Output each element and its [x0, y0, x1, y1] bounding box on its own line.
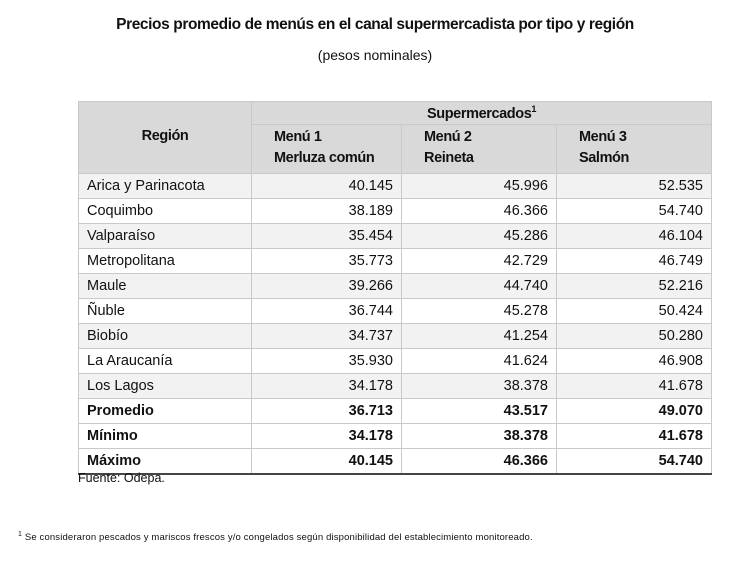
menu-2-cell: 45.278 [402, 299, 557, 324]
summary-label: Máximo [79, 449, 252, 475]
menu-3-cell: 52.535 [557, 174, 712, 199]
menu-2-cell: 46.366 [402, 449, 557, 475]
menu-3-cell: 41.678 [557, 424, 712, 449]
menu-2-cell: 44.740 [402, 274, 557, 299]
menu-2-cell: 46.366 [402, 199, 557, 224]
menu-2-cell: 45.996 [402, 174, 557, 199]
menu-1-cell: 34.178 [252, 374, 402, 399]
menu-2-cell: 41.624 [402, 349, 557, 374]
menu-2-cell: 43.517 [402, 399, 557, 424]
menu-1-cell: 35.773 [252, 249, 402, 274]
menu-3-cell: 46.908 [557, 349, 712, 374]
summary-row-average [79, 399, 712, 424]
region-cell: La Araucanía [79, 349, 252, 374]
table-row [79, 349, 712, 374]
source-note: Fuente: Odepa. [78, 471, 165, 485]
menu-2-cell: 45.286 [402, 224, 557, 249]
footnote [18, 531, 533, 543]
menu-1-header: Menú 1 Merluza común [252, 125, 402, 174]
menu-1-cell: 39.266 [252, 274, 402, 299]
summary-row-maximum [79, 449, 712, 475]
summary-label: Promedio [79, 399, 252, 424]
supermercados-header: Supermercados$^1$ [252, 102, 712, 125]
menu-1-cell: 38.189 [252, 199, 402, 224]
region-cell: Biobío [79, 324, 252, 349]
region-column-header: Región [79, 102, 252, 174]
region-cell: Coquimbo [79, 199, 252, 224]
menu-3-cell: 41.678 [557, 374, 712, 399]
page-subtitle: (pesos nominales) [317, 47, 433, 63]
prices-table [78, 101, 712, 475]
menu-1-cell: 36.713 [252, 399, 402, 424]
footnote-mark: 1 [18, 531, 23, 538]
menu-3-cell: 46.749 [557, 249, 712, 274]
region-cell: Metropolitana [79, 249, 252, 274]
menu-3-cell: 49.070 [557, 399, 712, 424]
menu-2-cell: 38.378 [402, 374, 557, 399]
menu-3-header: Menú 3 Salmón [557, 125, 712, 174]
region-cell: Maule [79, 274, 252, 299]
menu-1-cell: 34.737 [252, 324, 402, 349]
table-row [79, 224, 712, 249]
footnote-marker: 1 [531, 104, 536, 115]
page-title: Precios promedio de menús en el canal supermercadista por tipo y región [116, 16, 634, 33]
table-row [79, 299, 712, 324]
menu-1-cell: 40.145 [252, 449, 402, 475]
table-row [79, 174, 712, 199]
menu-3-cell: 52.216 [557, 274, 712, 299]
region-cell: Los Lagos [79, 374, 252, 399]
summary-label: Mínimo [79, 424, 252, 449]
table-row [79, 274, 712, 299]
menu-2-cell: 41.254 [402, 324, 557, 349]
footnote-text: Se consideraron pescados y mariscos frescos y/o congelados según disponibilidad del establecimiento monitoreado. [22, 532, 533, 544]
table-body [79, 174, 712, 475]
menu-2-header: Menú 2 Reineta [402, 125, 557, 174]
table-row [79, 374, 712, 399]
table-row [79, 249, 712, 274]
table-row [79, 324, 712, 349]
table-row [79, 199, 712, 224]
menu-3-cell: 54.740 [557, 199, 712, 224]
menu-3-cell: 50.424 [557, 299, 712, 324]
menu-2-cell: 38.378 [402, 424, 557, 449]
menu-1-cell: 36.744 [252, 299, 402, 324]
menu-3-cell: 50.280 [557, 324, 712, 349]
region-cell: Ñuble [79, 299, 252, 324]
summary-row-minimum [79, 424, 712, 449]
region-cell: Valparaíso [79, 224, 252, 249]
menu-1-cell: 35.930 [252, 349, 402, 374]
menu-2-cell: 42.729 [402, 249, 557, 274]
menu-1-cell: 40.145 [252, 174, 402, 199]
region-cell: Arica y Parinacota [79, 174, 252, 199]
menu-1-cell: 35.454 [252, 224, 402, 249]
menu-3-cell: 46.104 [557, 224, 712, 249]
menu-3-cell: 54.740 [557, 449, 712, 475]
menu-1-cell: 34.178 [252, 424, 402, 449]
